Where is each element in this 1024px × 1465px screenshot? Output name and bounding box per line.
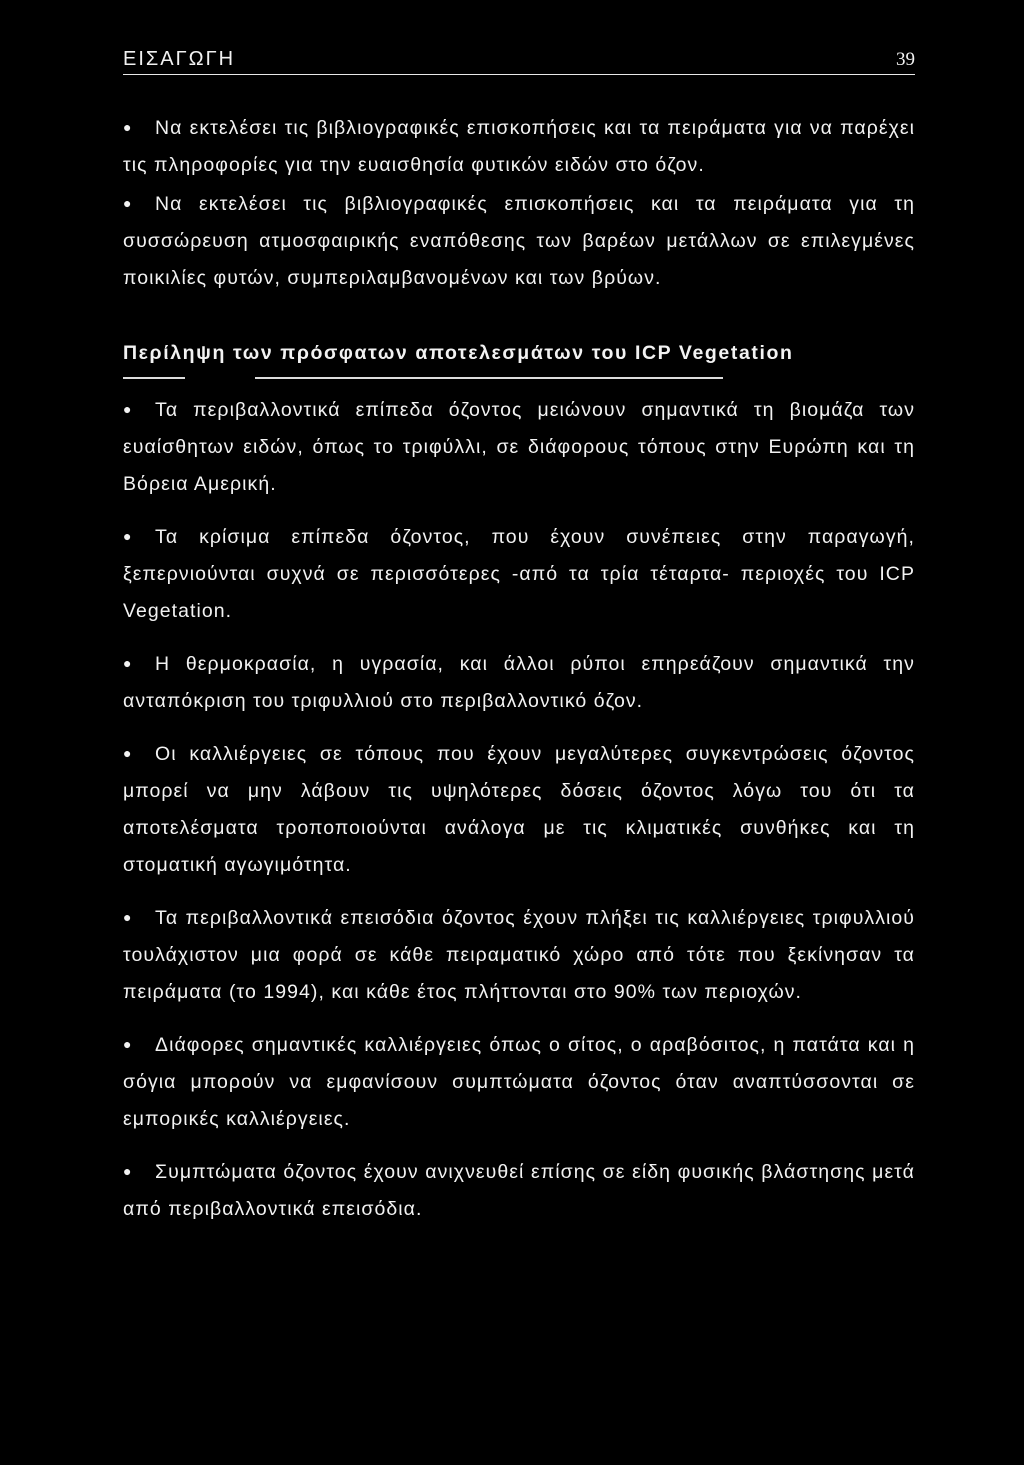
bullet-icon: ● bbox=[123, 909, 133, 925]
bullet-icon: ● bbox=[123, 528, 133, 544]
bullet-icon: ● bbox=[123, 655, 133, 671]
bullet-icon: ● bbox=[123, 1163, 133, 1179]
list-item bbox=[123, 1026, 915, 1138]
bullet-icon: ● bbox=[123, 1036, 133, 1052]
list-item bbox=[123, 185, 915, 297]
results-summary-list bbox=[123, 391, 915, 1228]
section-heading: Περίληψη των πρόσφατων αποτελεσμάτων του ICP Vegetation bbox=[123, 342, 794, 364]
document-page bbox=[123, 44, 915, 1243]
list-item bbox=[123, 518, 915, 630]
list-item-text: Οι καλλιέργειες σε τόπους που έχουν μεγαλύτερες συγκεντρώσεις όζοντος μπορεί να μην λάβουν τις υψηλότερες δόσεις όζοντος λόγω του ότι τα αποτελέσματα τροποποιούνται ανάλογα με τις κλιματικές συνθήκες και τη στοματική αγωγιμότητα. bbox=[123, 743, 915, 876]
list-item bbox=[123, 391, 915, 503]
list-item bbox=[123, 109, 915, 184]
list-item-text: Τα κρίσιμα επίπεδα όζοντος, που έχουν συνέπειες στην παραγωγή, ξεπερνιούνται συχνά σε περισσότερες -από τα τρία τέταρτα- περιοχές του ICP Vegetation. bbox=[123, 526, 915, 622]
list-item-text: Τα περιβαλλοντικά επίπεδα όζοντος μειώνουν σημαντικά τη βιομάζα των ευαίσθητων ειδών, όπως το τριφύλλι, σε διάφορους τόπους στην Ευρώπη και τη Βόρεια Αμερική. bbox=[123, 399, 915, 495]
list-item bbox=[123, 899, 915, 1011]
list-item-text: Συμπτώματα όζοντος έχουν ανιχνευθεί επίσης σε είδη φυσικής βλάστησης μετά από περιβαλλοντικά επεισόδια. bbox=[123, 1161, 915, 1220]
list-item-text: Η θερμοκρασία, η υγρασία, και άλλοι ρύποι επηρεάζουν σημαντικά την ανταπόκριση του τριφυλλιού στο περιβαλλοντικό όζον. bbox=[123, 653, 915, 712]
list-item bbox=[123, 735, 915, 884]
list-item-text: Να εκτελέσει τις βιβλιογραφικές επισκοπήσεις και τα πειράματα για τη συσσώρευση ατμοσφαιρικής εναπόθεσης των βαρέων μετάλλων σε επιλεγμένες ποικιλίες φυτών, συμπεριλαμβανομένων και των βρύων. bbox=[123, 193, 915, 289]
page-header bbox=[123, 44, 915, 75]
bullet-icon: ● bbox=[123, 401, 133, 417]
list-item bbox=[123, 645, 915, 720]
list-item-text: Τα περιβαλλοντικά επεισόδια όζοντος έχουν πλήξει τις καλλιέργειες τριφυλλιού τουλάχιστον μια φορά σε κάθε πειραματικό χώρο από τότε που ξεκίνησαν τα πειράματα (το 1994), και κάθε έτος πλήττονται στο 90% των περιοχών. bbox=[123, 907, 915, 1003]
bullet-icon: ● bbox=[123, 195, 133, 211]
heading-underline bbox=[123, 377, 723, 379]
bullet-icon: ● bbox=[123, 745, 133, 761]
bullet-icon: ● bbox=[123, 119, 133, 135]
list-item-text: Διάφορες σημαντικές καλλιέργειες όπως ο σίτος, ο αραβόσιτος, η πατάτα και η σόγια μπορούν να εμφανίσουν συμπτώματα όζοντος όταν αναπτύσσονται σε εμπορικές καλλιέργειες. bbox=[123, 1034, 915, 1130]
objectives-list bbox=[123, 109, 915, 297]
chapter-title: ΕΙΣΑΓΩΓΗ bbox=[123, 48, 236, 70]
page-number: 39 bbox=[896, 49, 915, 70]
list-item bbox=[123, 1153, 915, 1228]
list-item-text: Να εκτελέσει τις βιβλιογραφικές επισκοπήσεις και τα πειράματα για να παρέχει τις πληροφορίες για την ευαισθησία φυτικών ειδών στο όζον. bbox=[123, 117, 915, 176]
